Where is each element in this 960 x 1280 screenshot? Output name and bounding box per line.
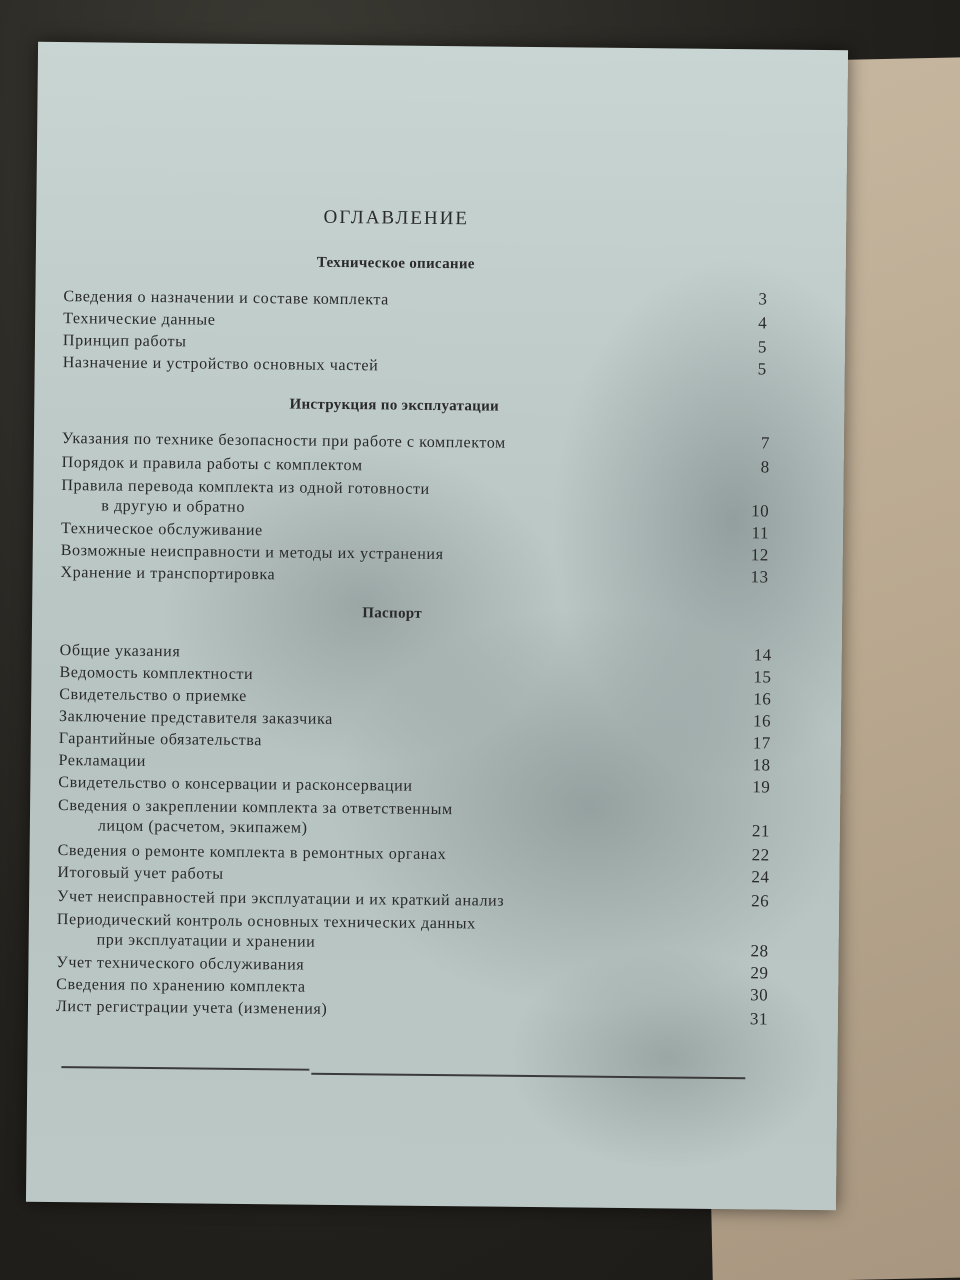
toc-entry: Техническое обслуживание: [60, 520, 263, 540]
toc-page-number: 5: [757, 337, 768, 357]
bottom-rule-left: [61, 1066, 309, 1071]
toc-page-number: 17: [752, 733, 771, 753]
toc-title: ОГЛАВЛЕНИЕ: [323, 206, 470, 230]
toc-entry: Учет технического обслуживания: [56, 954, 305, 974]
toc-entry: Возможные неисправности и методы их устранения: [60, 542, 444, 564]
section-heading-technical-description: Техническое описание: [316, 254, 475, 273]
toc-entry: Сведения о ремонте комплекта в ремонтных органах: [57, 842, 447, 864]
toc-page-number: 30: [750, 985, 769, 1005]
toc-page-number: 22: [751, 845, 770, 865]
toc-page-number: 5: [757, 359, 767, 379]
toc-page-number: 7: [760, 433, 771, 453]
toc-entry: Правила перевода комплекта из одной готовности в другую и обратно: [61, 477, 430, 516]
toc-page-number: 3: [758, 289, 768, 309]
section-heading-operating-instructions: Инструкция по эксплуатации: [289, 396, 500, 415]
toc-page-number: 10: [751, 501, 770, 521]
toc-page-number: 15: [753, 667, 772, 687]
toc-entry: Технические данные: [63, 310, 216, 329]
toc-page-number: 28: [750, 941, 769, 961]
toc-entry: Периодический контроль основных технических данных при эксплуатации и хранении: [56, 911, 476, 951]
toc-entry: Лист регистрации учета (изменения): [55, 998, 328, 1018]
toc-page-number: 31: [749, 1009, 769, 1029]
toc-entry: Принцип работы: [62, 332, 187, 351]
toc-entry: Сведения о закреплении комплекта за ответственным лицом (расчетом, экипажем): [58, 797, 453, 837]
toc-page-number: 19: [752, 777, 771, 797]
toc-page-number: 24: [751, 867, 770, 887]
toc-page-number: 8: [760, 457, 770, 477]
toc-entry: Назначение и устройство основных частей: [62, 354, 379, 375]
toc-entry: Порядок и правила работы с комплектом: [61, 454, 363, 475]
toc-entry: Указания по технике безопасности при работе с комплектом: [61, 430, 506, 452]
toc-page-number: 13: [750, 567, 769, 587]
section-heading-passport: Паспорт: [362, 605, 423, 622]
toc-page-number: 12: [750, 545, 769, 565]
toc-page-number: 18: [752, 755, 771, 775]
toc-page-number: 14: [753, 645, 772, 665]
toc-page-number: 26: [751, 891, 770, 911]
toc-entry: Хранение и транспортировка: [60, 564, 276, 584]
toc-entry: Учет неисправностей при эксплуатации и их краткий анализ: [57, 888, 505, 910]
toc-entry: Сведения о назначении и составе комплекта: [63, 288, 390, 309]
toc-page-number: 4: [758, 313, 768, 333]
bottom-rule-right: [311, 1073, 745, 1080]
toc-entry: Общие указания: [59, 642, 181, 661]
toc-entry: Заключение представителя заказчика: [58, 708, 333, 728]
toc-entry: Свидетельство о консервации и расконсервации: [58, 774, 413, 795]
toc-entry: Ведомость комплектности: [59, 664, 254, 684]
toc-entry: Гарантийные обязательства: [58, 730, 263, 750]
toc-entry: Рекламации: [58, 752, 147, 770]
toc-page-number: 16: [753, 689, 772, 709]
toc-entry: Свидетельство о приемке: [59, 686, 247, 706]
document-page: [26, 42, 848, 1210]
toc-entry: Итоговый учет работы: [57, 864, 224, 883]
toc-page-number: 16: [752, 711, 772, 731]
toc-page-number: 11: [751, 523, 770, 543]
toc-page-number: 29: [750, 963, 769, 983]
toc-page-number: 21: [751, 821, 770, 841]
toc-entry: Сведения по хранению комплекта: [56, 976, 306, 996]
